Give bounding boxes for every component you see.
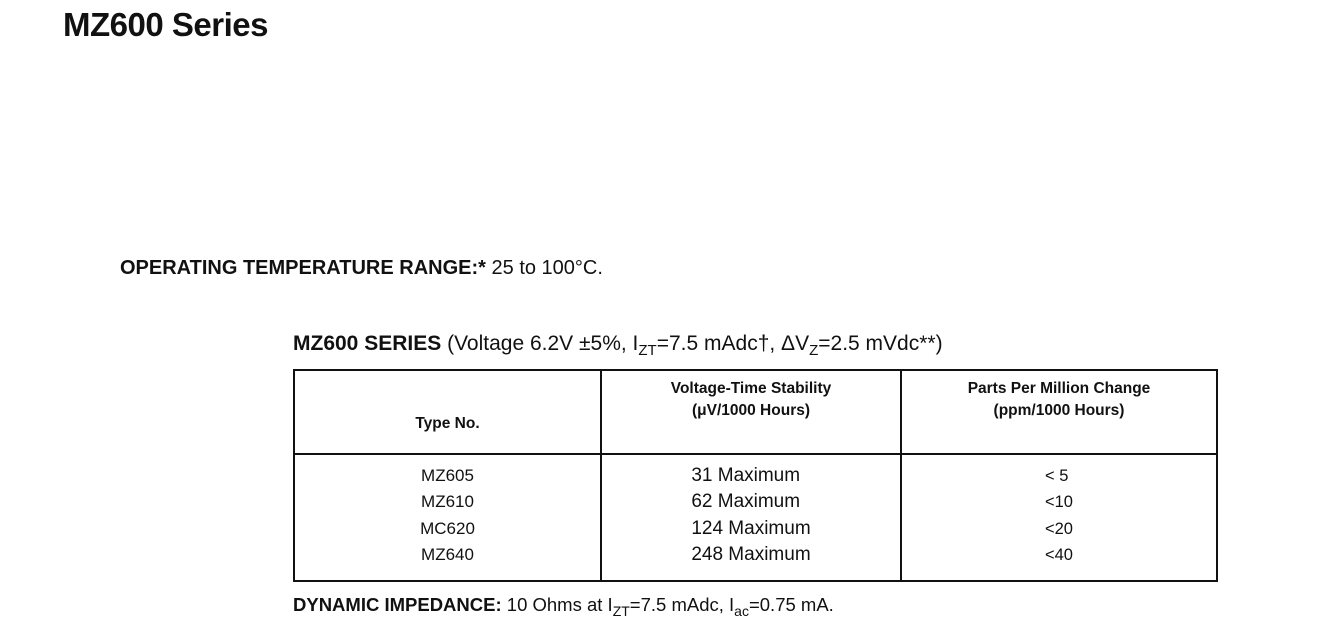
izt-subscript: ZT — [638, 342, 657, 359]
header-ppm-line1: Parts Per Million Change — [967, 380, 1151, 397]
series-params-prefix: (Voltage 6.2V ±5%, I — [447, 332, 639, 355]
table-cell-ppm: <20 — [1045, 519, 1073, 538]
header-type-no-label: Type No. — [415, 415, 480, 432]
table-cell-ppm: <10 — [1045, 493, 1073, 512]
operating-temperature-label: OPERATING TEMPERATURE RANGE: — [120, 257, 479, 279]
header-stability-line2: (μV/1000 Hours) — [691, 402, 811, 419]
vz-value: =2.5 mVdc**) — [818, 332, 943, 355]
series-heading — [293, 332, 943, 359]
dynamic-impedance-label: DYNAMIC IMPEDANCE: — [293, 594, 502, 615]
page-title: MZ600 Series — [63, 6, 268, 43]
header-ppm-change — [901, 370, 1217, 454]
header-type-no — [294, 370, 601, 454]
dynamic-impedance-text2: =7.5 mAdc, I — [629, 594, 735, 615]
table-cell-stability: 31 Maximum — [691, 465, 801, 486]
table-cell-type: MZ640 — [421, 544, 474, 564]
vz-subscript: Z — [809, 342, 819, 359]
table-cell-stability: 248 Maximum — [691, 543, 811, 565]
table-cell-stability: 124 Maximum — [691, 517, 811, 539]
table-cell-type: MZ605 — [421, 466, 474, 485]
operating-temperature-value: 25 to 100°C. — [491, 257, 603, 279]
table-cell-ppm: <40 — [1045, 545, 1073, 564]
table-header-row — [294, 370, 1217, 454]
table-cell-stability: 62 Maximum — [691, 491, 801, 513]
series-label: MZ600 SERIES — [293, 332, 442, 355]
type-column-cell — [294, 454, 601, 581]
dynamic-impedance — [293, 594, 834, 619]
stability-table — [293, 369, 1218, 582]
table-cell-type: MC620 — [420, 518, 475, 538]
table-body-row — [294, 454, 1217, 581]
header-ppm-line2: (ppm/1000 Hours) — [993, 402, 1125, 419]
dynamic-impedance-text1: 10 Ohms at I — [506, 594, 613, 615]
izt-subscript: ZT — [612, 603, 630, 619]
izt-value: =7.5 mAdc†, ΔV — [656, 332, 810, 355]
table-cell-type: MZ610 — [421, 492, 474, 512]
footnote-mark: * — [478, 257, 486, 279]
iac-subscript: ac — [734, 603, 749, 619]
ppm-values — [1045, 463, 1073, 568]
header-stability-line1: Voltage-Time Stability — [670, 380, 832, 397]
stability-values — [691, 463, 810, 568]
dynamic-impedance-text3: =0.75 mA. — [748, 594, 834, 615]
table-cell-ppm: < 5 — [1045, 467, 1069, 485]
ppm-column-cell — [901, 454, 1217, 581]
operating-temperature-range — [120, 257, 603, 280]
stability-column-cell — [601, 454, 901, 581]
header-voltage-time-stability — [601, 370, 901, 454]
